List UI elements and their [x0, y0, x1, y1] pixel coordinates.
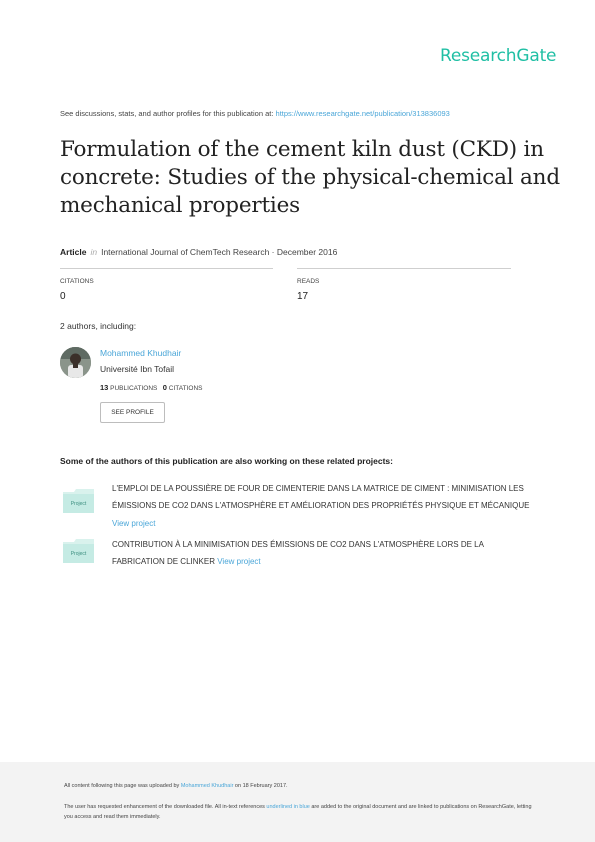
journal-date: International Journal of ChemTech Research · December 2016 [101, 247, 338, 257]
citations-label: CITATIONS [60, 278, 94, 285]
author-name-link[interactable]: Mohammed Khudhair [100, 348, 182, 358]
upload-prefix: All content following this page was uploaded by [64, 783, 181, 789]
project-icon[interactable] [63, 489, 94, 518]
reads-divider [297, 268, 511, 269]
view-project-link[interactable]: View project [112, 518, 156, 528]
enhancement-note [64, 802, 534, 822]
note-suffix: are added to the original document and are linked to publications on ResearchGate, letting you access and read them immediately. [64, 804, 532, 820]
uploader-link[interactable]: Mohammed Khudhair [180, 783, 234, 789]
publication-url-link[interactable]: https://www.researchgate.net/publication/313836093 [275, 109, 450, 118]
upload-note [64, 783, 288, 789]
researchgate-logo[interactable]: ResearchGate [440, 46, 557, 66]
discussion-line [60, 109, 450, 118]
citations-divider [60, 268, 273, 269]
project-title: CONTRIBUTION À LA MINIMISATION DES ÉMISSIONS DE CO2 DANS L'ATMOSPHÈRE LORS DE LA FABRICATION DE CLINKER [112, 540, 484, 567]
underlined-in-blue-link[interactable]: underlined in blue [266, 804, 310, 810]
project-title: L'EMPLOI DE LA POUSSIÈRE DE FOUR DE CIMENTERIE DANS LA MATRICE DE CIMENT : MINIMISATION LES ÉMISSIONS DE CO2 DANS L'ATMOSPHÈRE ET AMÉLIORATION DES PROPRIÉTÉS PHYSIQUE ET MÉCANIQUE [112, 484, 530, 511]
author-publications-label: PUBLICATIONS [110, 385, 158, 392]
in-label: in [90, 247, 98, 257]
article-meta [60, 247, 337, 257]
author-institution: Université Ibn Tofail [100, 364, 175, 374]
author-citations-label: CITATIONS [168, 385, 203, 392]
note-prefix: The user has requested enhancement of the downloaded file. All in-text references [64, 804, 267, 810]
author-citations-count: 0 [162, 383, 167, 392]
article-title: Formulation of the cement kiln dust (CKD) in concrete: Studies of the physical-chemical and mechanical properties [60, 137, 560, 218]
project-item [112, 480, 532, 532]
project-icon-label: Project [70, 551, 87, 557]
project-item [112, 536, 532, 571]
see-profile-button[interactable]: SEE PROFILE [100, 402, 165, 423]
authors-heading: 2 authors, including: [60, 321, 137, 331]
author-avatar[interactable] [60, 347, 91, 378]
reads-label: READS [297, 278, 320, 285]
article-type: Article [60, 247, 87, 257]
project-icon[interactable] [63, 539, 94, 568]
author-stats [100, 383, 202, 392]
citations-value: 0 [60, 291, 66, 302]
reads-value: 17 [297, 291, 309, 302]
author-publications-count: 13 [100, 383, 109, 392]
discussion-prefix: See discussions, stats, and author profiles for this publication at: [60, 109, 276, 118]
project-icon-label: Project [70, 501, 87, 507]
view-project-link[interactable]: View project [217, 557, 261, 567]
related-projects-heading: Some of the authors of this publication are also working on these related projects: [60, 456, 393, 466]
upload-suffix: on 18 February 2017. [233, 783, 288, 789]
